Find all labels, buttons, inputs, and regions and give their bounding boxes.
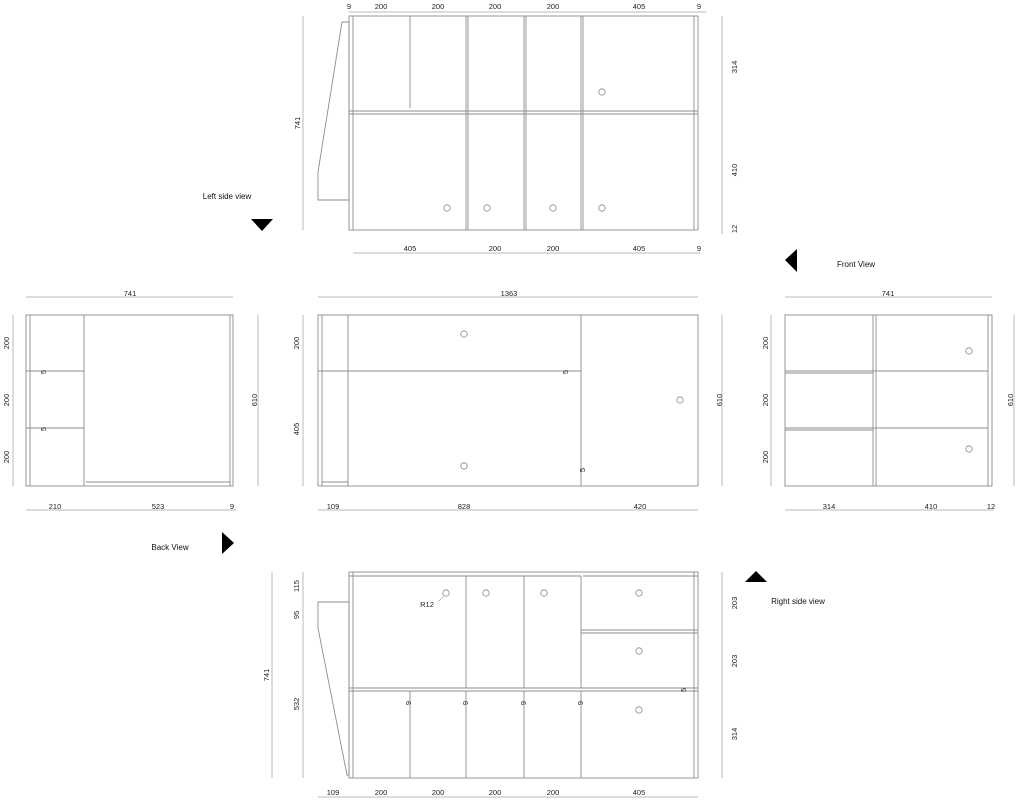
dim-text: 741 [293, 116, 302, 130]
dim-text: 9 [576, 700, 585, 706]
dim-text: 200 [374, 2, 388, 11]
dim-text: 109 [326, 502, 340, 511]
dim-text: 610 [715, 393, 724, 407]
dim-text: 314 [730, 727, 739, 741]
dim-text: 5 [578, 467, 587, 473]
dim-text: 200 [546, 788, 560, 797]
dim-text: 200 [761, 336, 770, 350]
dim-text: 95 [292, 610, 301, 620]
dim-text: 203 [730, 596, 739, 610]
dim-text: 405 [292, 422, 301, 436]
dim-text: 200 [761, 393, 770, 407]
dim-text: 741 [881, 289, 895, 298]
dim-text: 9 [404, 700, 413, 706]
dim-text: 200 [761, 450, 770, 464]
dim-text: 405 [632, 788, 646, 797]
dim-text: 200 [488, 244, 502, 253]
right-side-view-label: Right side view [771, 597, 825, 606]
dim-text: 532 [292, 697, 301, 711]
dim-text: 115 [292, 580, 301, 592]
right-side-view-arrow-icon [745, 571, 767, 582]
dim-text: 200 [488, 2, 502, 11]
dim-text: 5 [561, 369, 570, 375]
left-side-view-arrow-icon [251, 219, 273, 231]
dim-text: 741 [262, 668, 271, 682]
dim-text: 200 [2, 393, 11, 407]
dim-text: 200 [546, 2, 560, 11]
dim-text: 5 [679, 687, 688, 693]
front-view-label: Front View [836, 260, 876, 269]
dim-text: 410 [924, 502, 938, 511]
dim-text: 405 [632, 2, 646, 11]
dim-text: 9 [696, 244, 702, 253]
dim-text: 200 [292, 336, 301, 350]
bottom-view [262, 572, 739, 797]
dim-text: 200 [2, 450, 11, 464]
dim-text: 9 [519, 700, 528, 706]
dim-text: 610 [250, 393, 259, 407]
top-view [293, 2, 739, 253]
dim-text: 610 [1006, 393, 1015, 407]
dim-text: 12 [730, 224, 739, 234]
dim-text: 200 [2, 336, 11, 350]
dim-text: 828 [457, 502, 471, 511]
dim-text: 9 [229, 502, 235, 511]
dim-text: 200 [431, 2, 445, 11]
dim-text: 200 [546, 244, 560, 253]
dim-text: 405 [403, 244, 417, 253]
dim-text: 405 [632, 244, 646, 253]
dim-text: 12 [986, 502, 996, 511]
back-view [2, 289, 259, 511]
front-view [761, 289, 1015, 511]
dim-text: 5 [39, 426, 48, 432]
front-view-arrow-icon [785, 249, 797, 272]
dim-text: 109 [326, 788, 340, 797]
dim-text: 9 [346, 2, 352, 11]
left-side-view-label: Left side view [202, 192, 252, 201]
radius-label: R12 [420, 600, 434, 609]
dim-text: 420 [633, 502, 647, 511]
center-view [292, 289, 724, 511]
back-view-arrow-icon [222, 532, 234, 554]
dim-text: 523 [151, 502, 165, 511]
dim-text: 200 [374, 788, 388, 797]
dim-text: 200 [431, 788, 445, 797]
dim-text: 410 [730, 163, 739, 177]
dim-text: 210 [48, 502, 62, 511]
dim-text: 5 [39, 369, 48, 375]
dim-text: 9 [461, 700, 470, 706]
dim-text: 9 [696, 2, 702, 11]
dim-text: 741 [123, 289, 137, 298]
dim-text: 1363 [500, 289, 518, 298]
dim-text: 203 [730, 654, 739, 668]
dim-text: 200 [488, 788, 502, 797]
dim-text: 314 [730, 60, 739, 74]
dim-text: 314 [822, 502, 836, 511]
back-view-label: Back View [151, 543, 189, 552]
